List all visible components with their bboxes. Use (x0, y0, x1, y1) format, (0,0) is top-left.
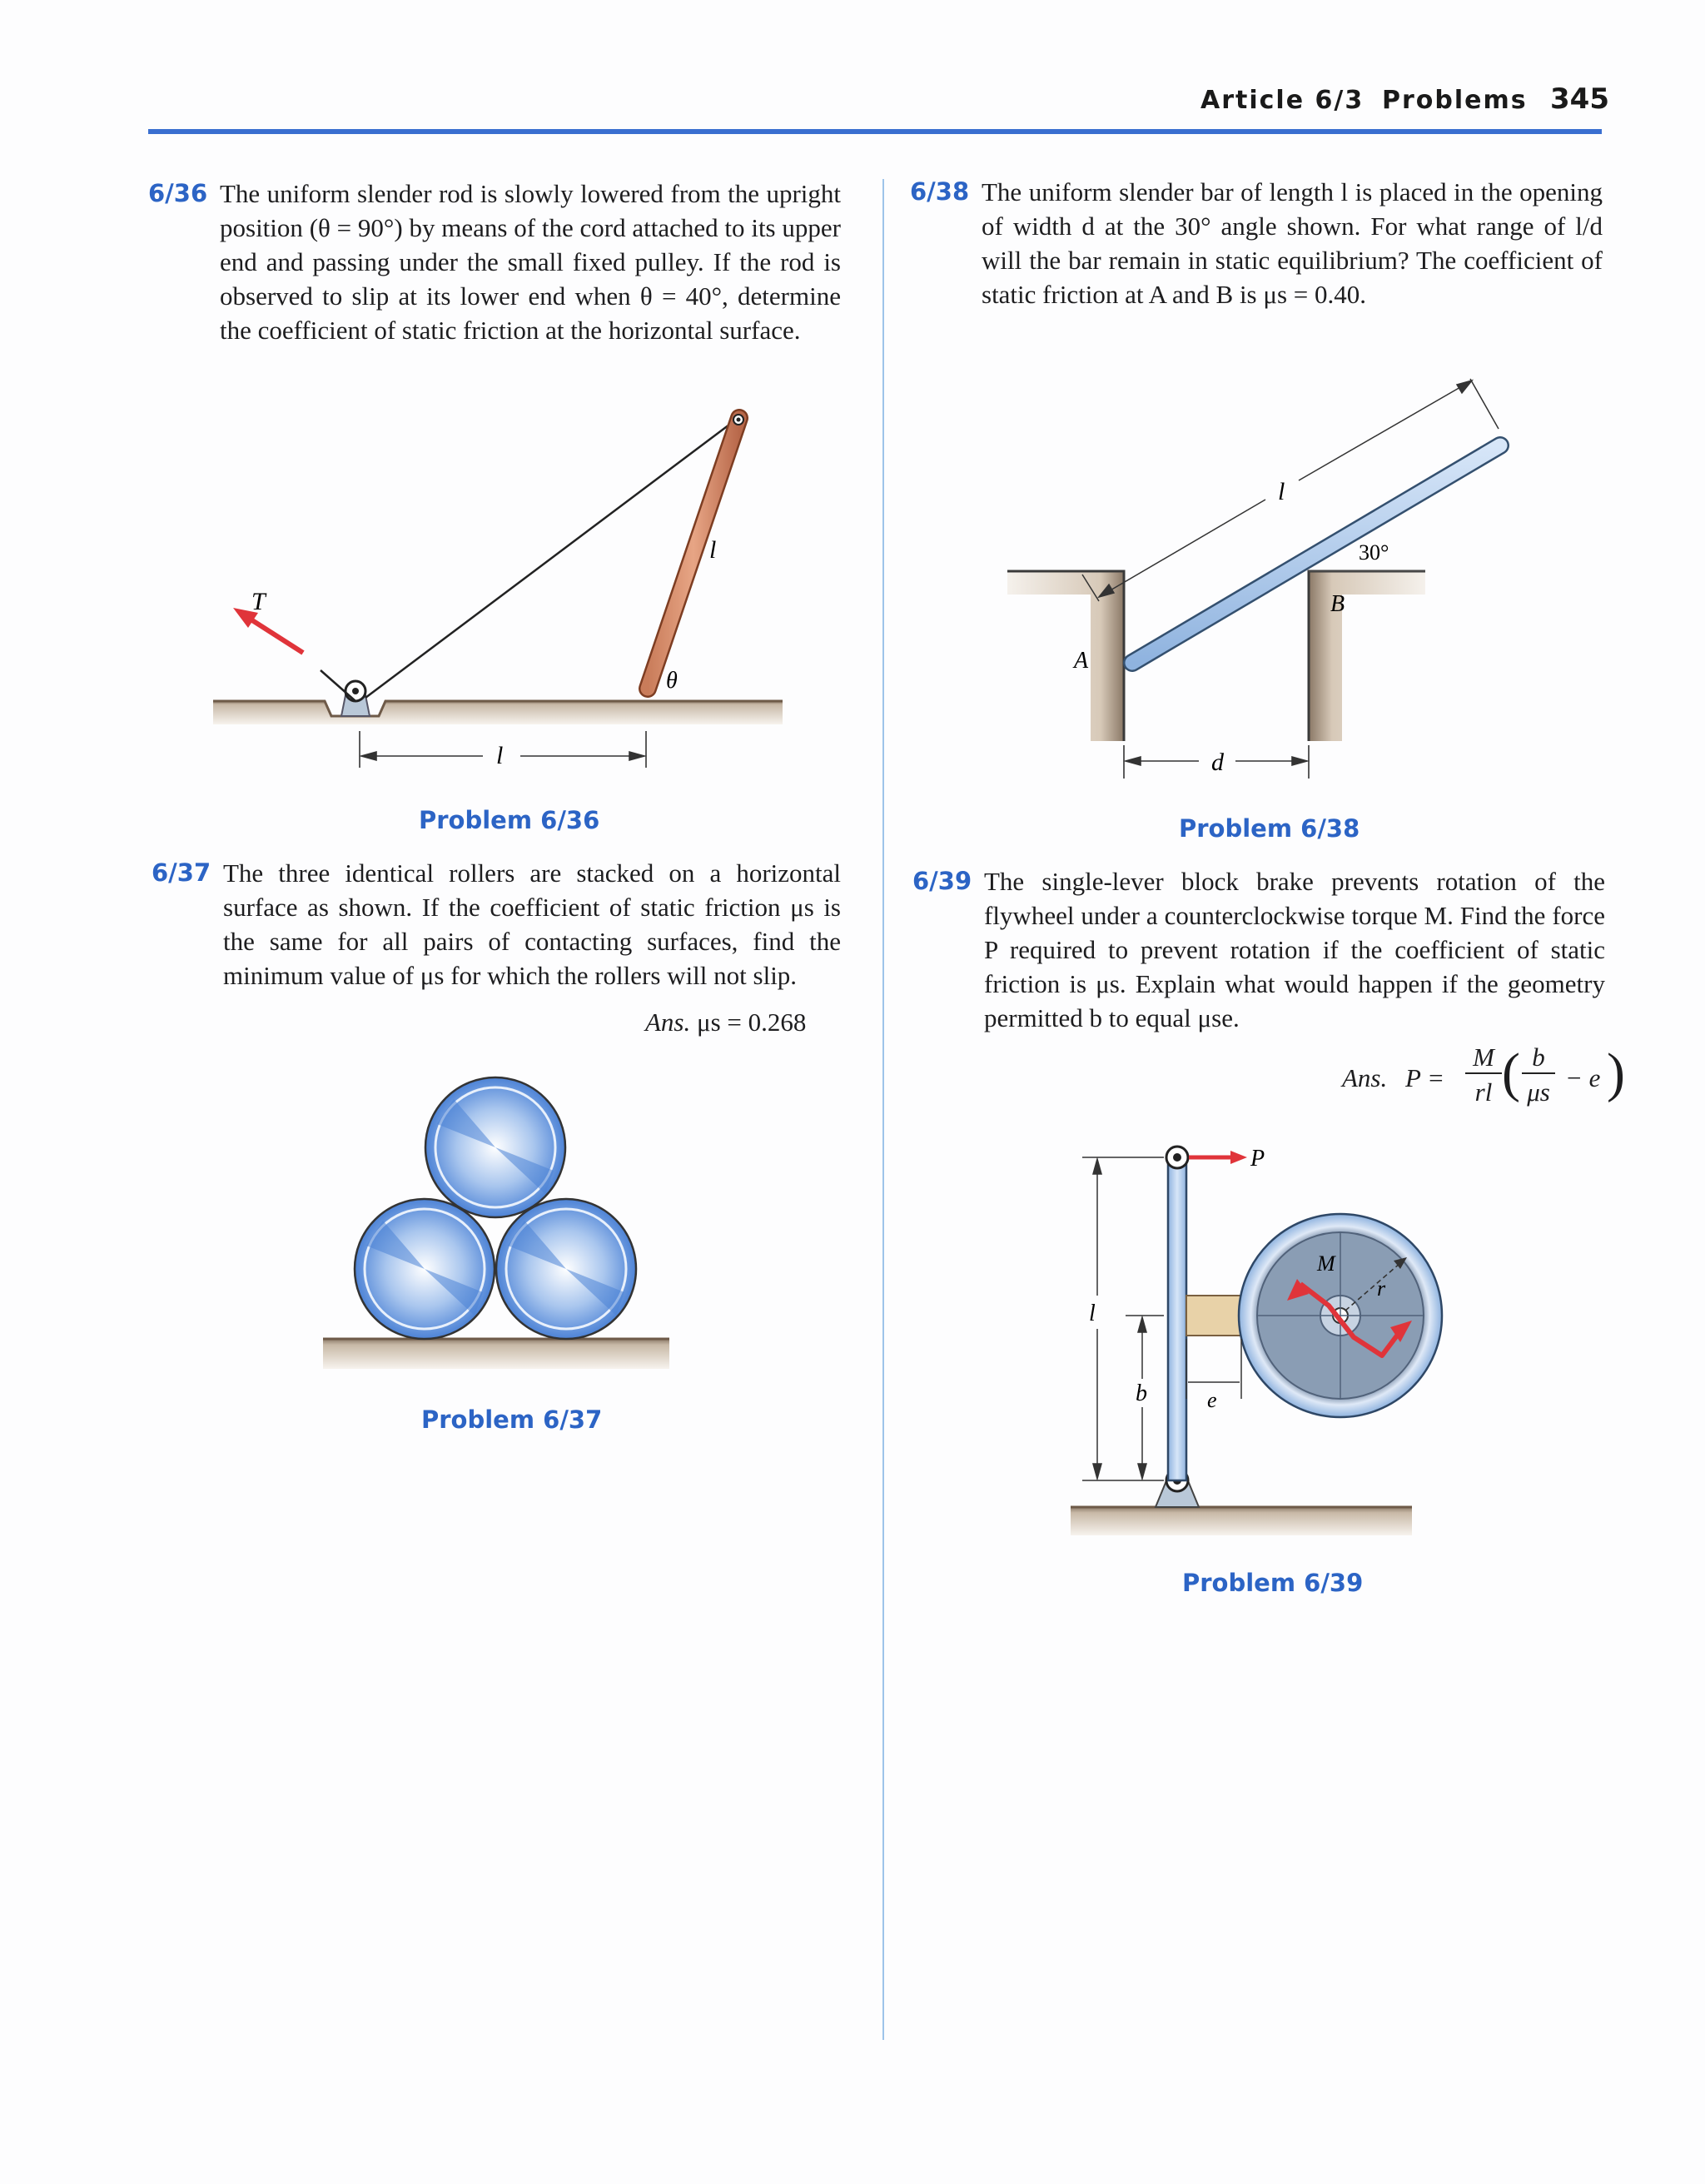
tension-arrow (233, 608, 303, 653)
lever (1168, 1157, 1186, 1480)
answer-prefix: Ans. (1342, 1063, 1388, 1092)
page-header (0, 0, 1705, 142)
right-wall (1309, 571, 1425, 741)
rod (648, 418, 739, 689)
caption-6-36: Problem 6/36 (419, 806, 600, 834)
answer-prefix: Ans. (645, 1007, 691, 1037)
roller-top (425, 1077, 565, 1217)
answer-frac1-num: M (1465, 1042, 1502, 1074)
label-m: M (1317, 1251, 1335, 1276)
brake-block (1186, 1296, 1241, 1336)
label-b: B (1330, 591, 1345, 617)
label-a: A (1074, 648, 1089, 674)
problem-6-37 (152, 856, 841, 993)
force-arrow (1189, 1151, 1247, 1164)
figure-6-37 (316, 1057, 683, 1374)
article-label: Article 6/3 (1200, 86, 1364, 115)
figure-6-36 (200, 391, 799, 783)
answer-6-37 (645, 1007, 806, 1037)
problem-text: The single-lever block brake prevents rotation of the flywheel under a counterclockwise torque M. Find the force P required to prevent rotation if the coefficient of static friction is μs. Explain what would happen if the geometry permitted b to equal μse. (984, 867, 1605, 1032)
label-lever-length: l (1089, 1301, 1096, 1326)
label-e: e (1207, 1388, 1217, 1412)
figure-6-39 (1057, 1132, 1474, 1540)
label-rod-length: l (709, 536, 717, 564)
answer-lhs: P = (1405, 1063, 1445, 1092)
problem-text: The three identical rollers are stacked on a horizontal surface as shown. If the coefficient of static friction μs is the same for all pairs of contacting surfaces, find the minimum value of μs for which the rollers will not slip. (223, 858, 841, 990)
label-r: r (1377, 1276, 1386, 1301)
section-title: Problems (1382, 86, 1528, 115)
paren-close: ) (1607, 1042, 1625, 1103)
label-b: b (1136, 1381, 1147, 1406)
problem-number: 6/38 (910, 177, 970, 206)
label-base-length: l (496, 742, 504, 769)
caption-6-37: Problem 6/37 (421, 1405, 603, 1434)
problem-text: The uniform slender bar of length l is placed in the opening of width d at the 30° angle shown. For what range of l/d will the bar remain in static equilibrium? The coefficient of static friction at A and B is μs = 0.40. (982, 177, 1603, 309)
ground-surface (323, 1339, 669, 1369)
problem-6-39 (912, 864, 1605, 1035)
answer-frac1-den: rl (1474, 1077, 1493, 1107)
paren-open: ( (1502, 1042, 1520, 1103)
problem-number: 6/37 (152, 858, 211, 887)
label-angle: 30° (1359, 540, 1389, 565)
header-rule (148, 129, 1602, 134)
answer-tail: − e (1565, 1063, 1601, 1092)
answer-frac2-den: μs (1527, 1077, 1550, 1107)
problem-6-38 (910, 175, 1603, 311)
problem-number: 6/39 (912, 867, 972, 895)
caption-6-38: Problem 6/38 (1179, 814, 1360, 843)
problem-number: 6/36 (148, 179, 208, 207)
answer-frac2-num: b (1522, 1042, 1555, 1074)
column-divider (882, 179, 884, 2040)
problem-text: The uniform slender rod is slowly lowered from the upright position (θ = 90°) by means of the cord attached to its upper end and passing under the small fixed pulley. If the rod is observed to slip at its lower end when θ = 40°, determine the coefficient of static friction at the horizontal surface. (220, 179, 841, 345)
label-theta: θ (666, 668, 678, 694)
roller-left (355, 1199, 495, 1339)
answer-6-39 (1342, 1041, 1625, 1116)
roller-right (496, 1199, 636, 1339)
figure-6-38 (999, 366, 1532, 791)
ground-surface (213, 701, 783, 724)
page-number: 345 (1550, 82, 1609, 116)
label-p: P (1250, 1146, 1265, 1172)
caption-6-39: Problem 6/39 (1182, 1569, 1364, 1597)
label-width: d (1211, 749, 1224, 776)
problem-6-36 (148, 177, 841, 347)
label-length: l (1278, 478, 1285, 505)
left-wall (1007, 571, 1124, 741)
label-t: T (251, 588, 266, 615)
answer-value: μs = 0.268 (697, 1007, 807, 1037)
ground-surface (1071, 1507, 1412, 1535)
